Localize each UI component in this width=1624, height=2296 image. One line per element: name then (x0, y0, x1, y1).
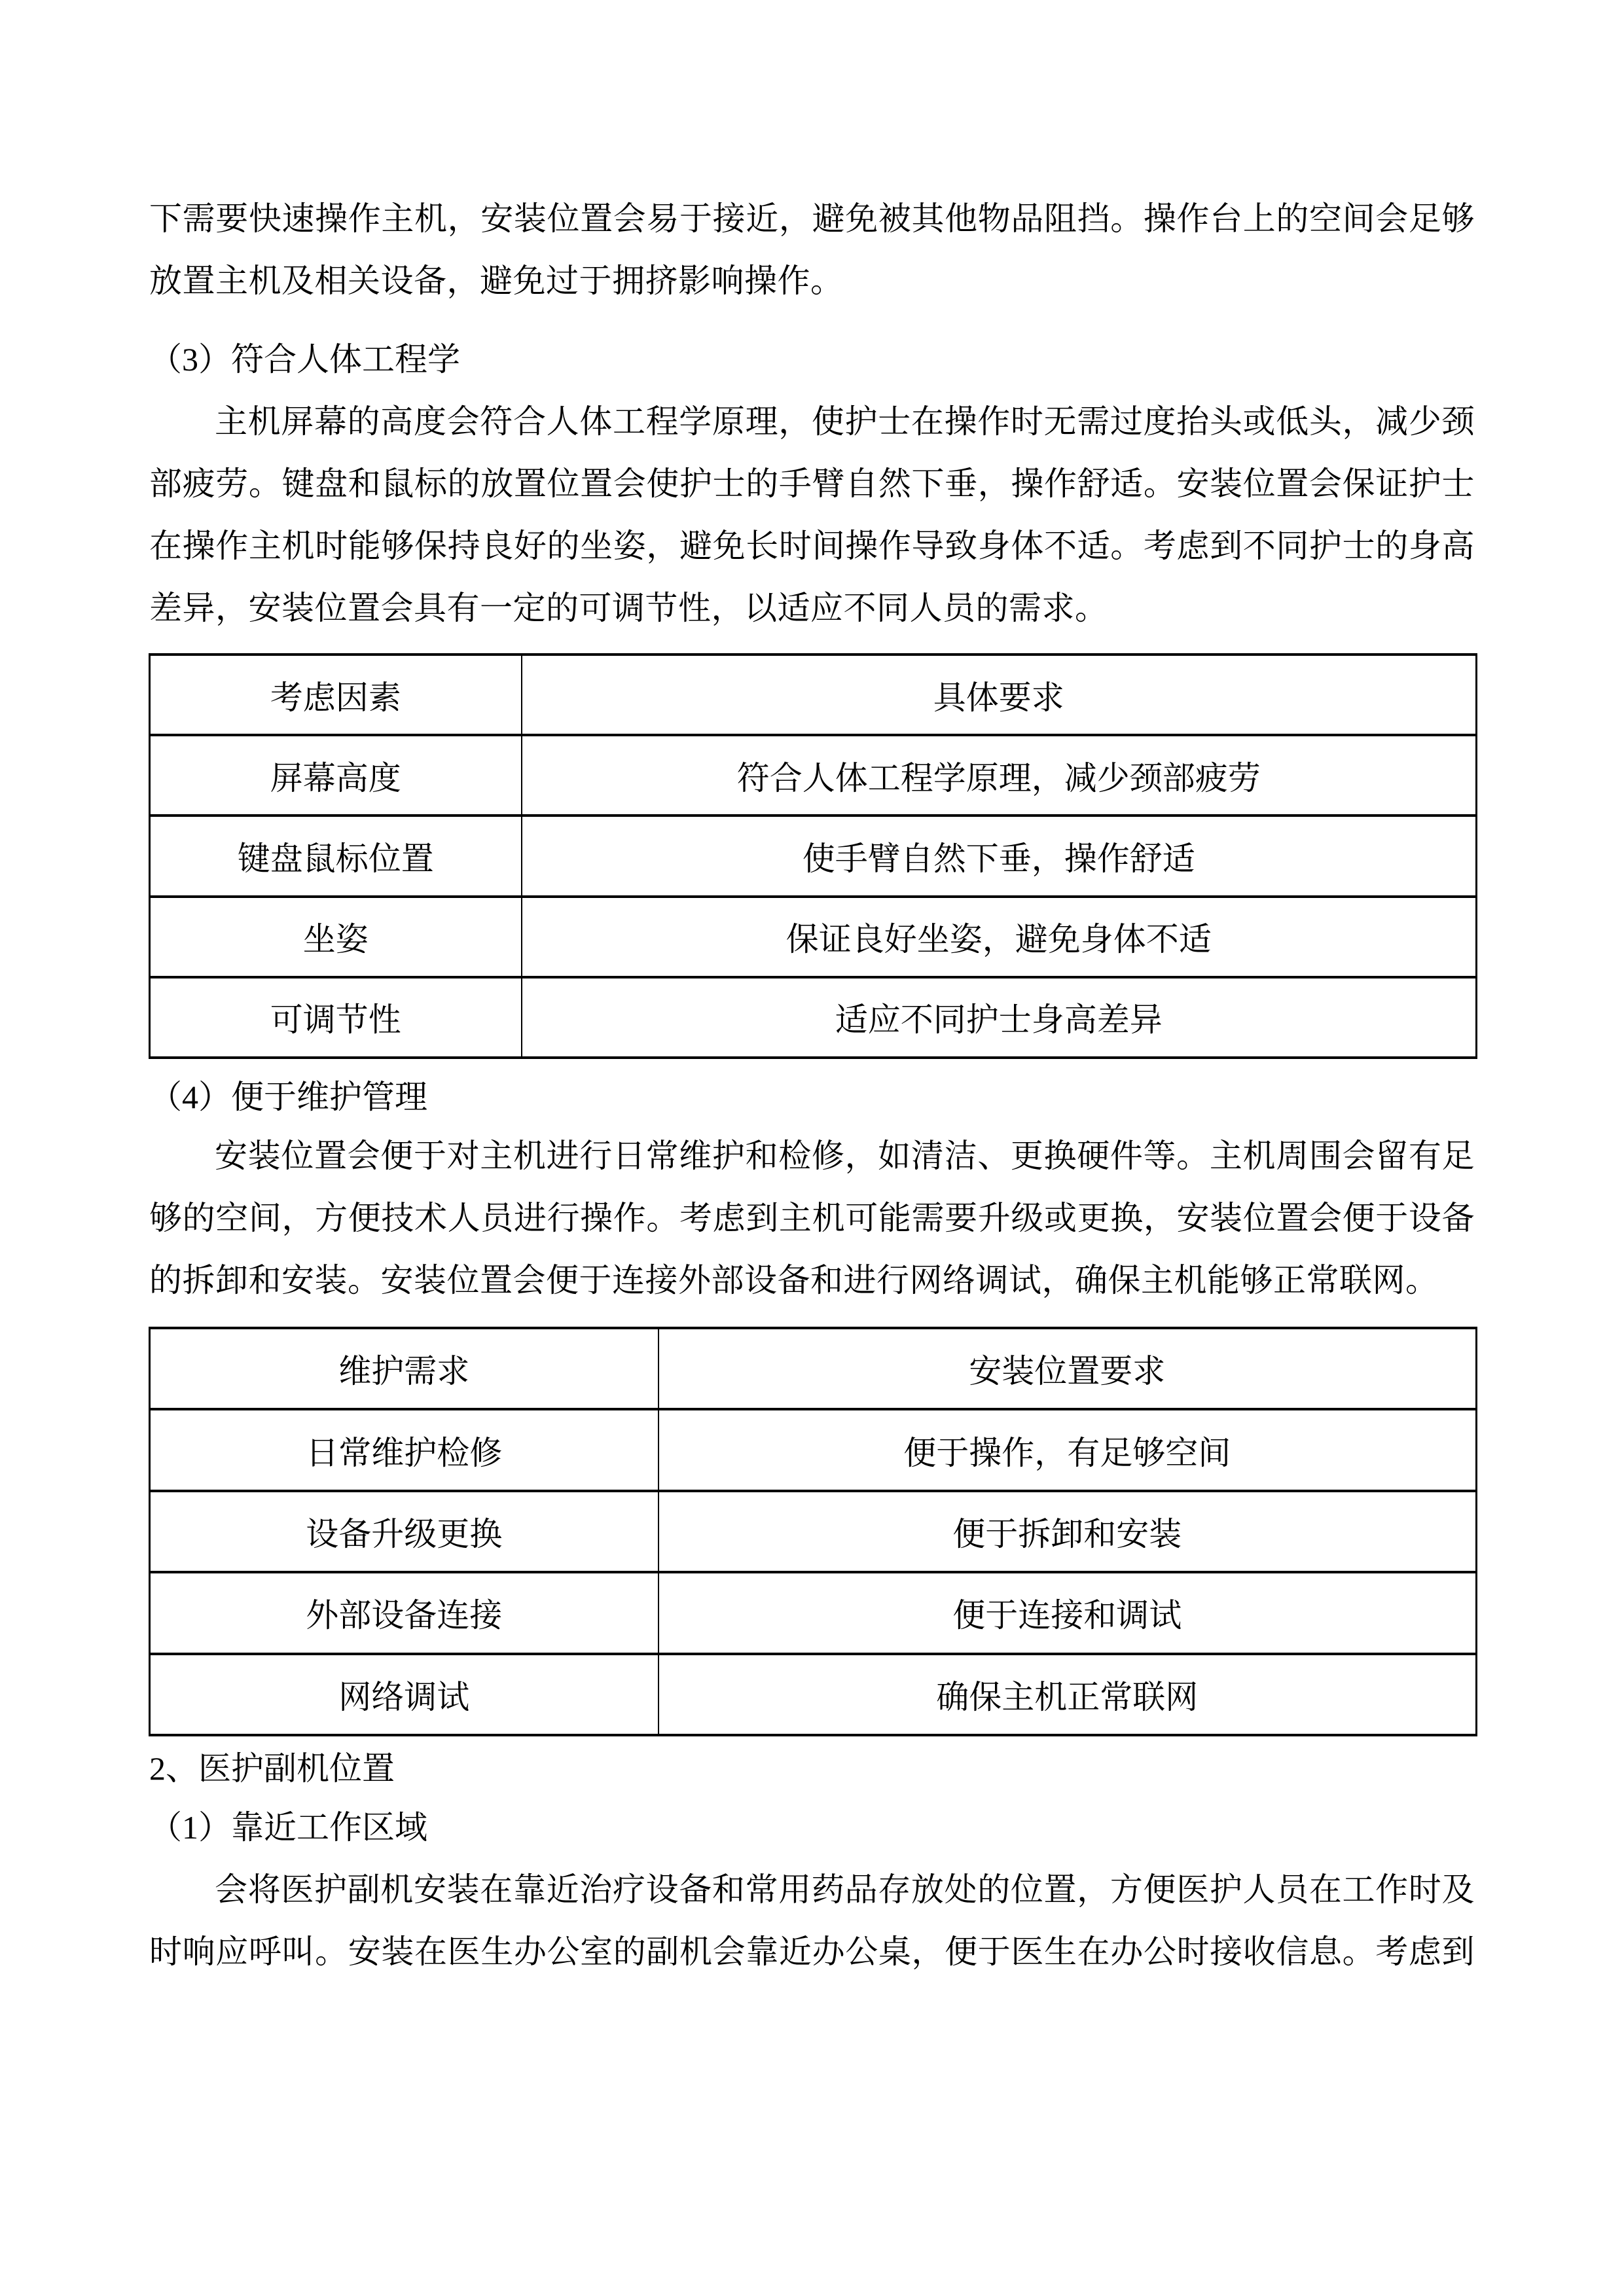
paragraph-line: 差异，安装位置会具有一定的可调节性，以适应不同人员的需求。 (149, 590, 1108, 626)
table-header-cell: 维护需求 (150, 1328, 659, 1409)
paragraph-line: 时响应呼叫。安装在医生办公室的副机会靠近办公桌，便于医生在办公时接收信息。考虑到 (149, 1933, 1475, 1970)
table-row (150, 1409, 1477, 1490)
table-cell: 外部设备连接 (150, 1572, 659, 1653)
paragraph-line: 主机屏幕的高度会符合人体工程学原理，使护士在操作时无需过度抬头或低头，减少颈 (215, 403, 1475, 440)
table-cell: 坐姿 (150, 897, 522, 977)
table-header-cell: 考虑因素 (150, 655, 522, 735)
maintenance-table (149, 1327, 1477, 1736)
table-cell: 可调节性 (150, 977, 522, 1058)
table-cell: 确保主机正常联网 (659, 1654, 1477, 1735)
table-row (150, 1491, 1477, 1572)
table-cell: 适应不同护士身高差异 (522, 977, 1477, 1058)
paragraph-line: 下需要快速操作主机，安装位置会易于接近，避免被其他物品阻挡。操作台上的空间会足够 (149, 200, 1475, 237)
intro-paragraph (149, 188, 1475, 312)
table-row (150, 897, 1477, 977)
ergonomics-table (149, 653, 1477, 1059)
section-heading-maintenance: （4）便于维护管理 (149, 1079, 427, 1115)
paragraph-line: 会将医护副机安装在靠近治疗设备和常用药品存放处的位置，方便医护人员在工作时及 (215, 1871, 1475, 1908)
paragraph-line: 部疲劳。键盘和鼠标的放置位置会使护士的手臂自然下垂，操作舒适。安装位置会保证护士 (149, 465, 1475, 502)
table-cell: 网络调试 (150, 1654, 659, 1735)
table-cell: 便于操作，有足够空间 (659, 1409, 1477, 1490)
subsection-heading-near-work-area: （1）靠近工作区域 (149, 1809, 427, 1846)
table-row (150, 977, 1477, 1058)
table-row (150, 816, 1477, 896)
table-cell: 使手臂自然下垂，操作舒适 (522, 816, 1477, 896)
paragraph-line: 的拆卸和安装。安装位置会便于连接外部设备和进行网络调试，确保主机能够正常联网。 (149, 1262, 1439, 1299)
table-cell: 便于拆卸和安装 (659, 1491, 1477, 1572)
paragraph-line: 在操作主机时能够保持良好的坐姿，避免长时间操作导致身体不适。考虑到不同护士的身高 (149, 528, 1475, 564)
table-header-cell: 具体要求 (522, 655, 1477, 735)
section-heading-assistant-unit: 2、医护副机位置 (149, 1750, 395, 1787)
table-cell: 设备升级更换 (150, 1491, 659, 1572)
assistant-unit-paragraph (149, 1859, 1475, 1983)
paragraph-line: 放置主机及相关设备，避免过于拥挤影响操作。 (149, 262, 844, 299)
paragraph-line: 够的空间，方便技术人员进行操作。考虑到主机可能需要升级或更换，安装位置会便于设备 (149, 1200, 1475, 1236)
table-cell: 日常维护检修 (150, 1409, 659, 1490)
table-cell: 便于连接和调试 (659, 1572, 1477, 1653)
maintenance-paragraph (149, 1125, 1475, 1312)
table-header-row (150, 655, 1477, 735)
table-cell: 屏幕高度 (150, 735, 522, 816)
table-row (150, 1572, 1477, 1653)
table-header-cell: 安装位置要求 (659, 1328, 1477, 1409)
table-header-row (150, 1328, 1477, 1409)
section-heading-ergonomics: （3）符合人体工程学 (149, 341, 460, 378)
ergonomics-paragraph (149, 391, 1475, 639)
table-cell: 键盘鼠标位置 (150, 816, 522, 896)
paragraph-line: 安装位置会便于对主机进行日常维护和检修，如清洁、更换硬件等。主机周围会留有足 (215, 1138, 1475, 1174)
table-cell: 保证良好坐姿，避免身体不适 (522, 897, 1477, 977)
table-cell: 符合人体工程学原理，减少颈部疲劳 (522, 735, 1477, 816)
table-row (150, 735, 1477, 816)
table-row (150, 1654, 1477, 1735)
